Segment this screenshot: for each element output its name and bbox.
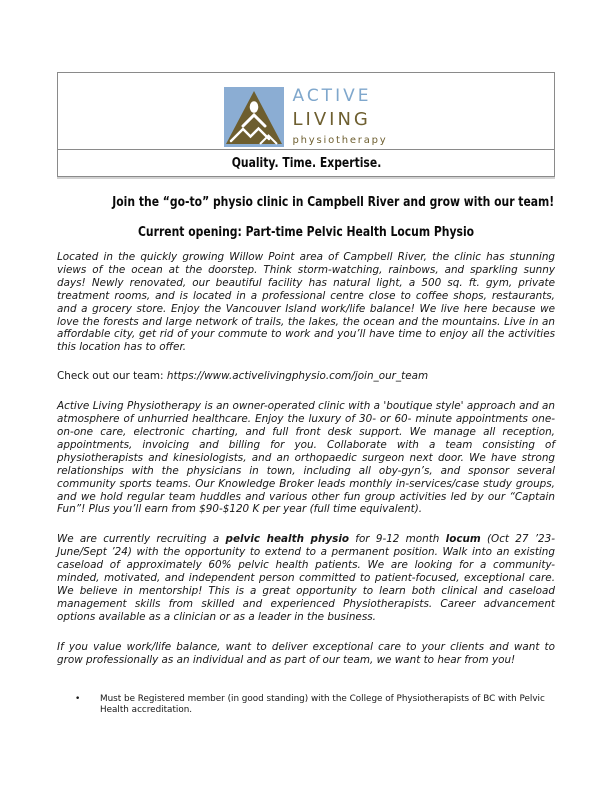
paragraph-recruiting: We are currently recruiting a pelvic health physio for 9-12 month locum (Oct 27 ’23-June/Sept ’24) with the opportunity to extend to a permanent position. Walk into an existing caseload of approximately 60% pelvic health patients. We are looking for a community-minded, motivated, and independent person committed to patient-focused, exceptional care. We believe in mentorship! This is a great opportunity to learn both clinical and caseload management skills from skilled and experienced Physiotherapists. Career advancement options available as a clinician or as a leader in the business. <box>57 533 555 623</box>
mountain-climber-logo-icon <box>224 87 284 147</box>
logo-wordmark <box>292 87 387 147</box>
logo-row <box>58 73 554 150</box>
paragraph-values: If you value work/life balance, want to deliver exceptional care to your clients and want to grow professionally as an individual and as part of our team, we want to hear from you! <box>57 640 555 666</box>
logo-word-active: ACTIVE <box>292 86 372 106</box>
paragraph-location: Located in the quickly growing Willow Point area of Campbell River, the clinic has stunning views of the ocean at the doorstep. Think storm-watching, rainbows, and sparkling sunny days! Newly renovated, our beautiful facility has natural light, a 500 sq. ft. gym, private treatment rooms, and is located in a professional centre close to coffee shops, restaurants, and a grocery store. Enjoy the Vancouver Island work/life balance! We live here because we love the forests and large network of trails, the lakes, the ocean and the mountains. Live in an affordable city, get rid of your commute to work and you’ll have time to enjoy all the activities this location has to offer. <box>57 251 555 354</box>
highlight-locum: locum <box>445 533 481 546</box>
tagline-row <box>58 150 554 176</box>
logo-header-box <box>57 72 555 177</box>
requirement-item: • Must be Registered member (in good standing) with the College of Physiotherapists of BC with Pelvic Health accreditation. <box>57 694 555 716</box>
requirements-list <box>57 694 555 716</box>
active-living-logo <box>224 87 387 147</box>
paragraph-clinic: Active Living Physiotherapy is an owner-operated clinic with a 'boutique style' approach and an atmosphere of unhurried healthcare. Enjoy the luxury of 30- or 60- minute appointments one-on-one care, electronic charting, and full front desk support. We manage all reception, appointments, invoicing and billing for you. Collaborate with a team consisting of physiotherapists and kinesiologists, and an orthopaedic surgeon next door. We have strong relationships with the physicians in town, including all oby-gyn’s, and sponsor several community sports teams. Our Knowledge Broker leads monthly in-services/case study groups, and we hold regular team huddles and various other fun group activities led by our “Captain Fun”! Plus you’ll earn from $90-$120 K per year (full time equivalent). <box>57 400 555 516</box>
check-team-label: Check out our team: <box>57 370 167 383</box>
logo-word-physiotherapy: physiotherapy <box>292 135 388 146</box>
tagline: Quality. Time. Expertise. <box>231 155 381 171</box>
team-url-link[interactable]: https://www.activelivingphysio.com/join_our_team <box>166 370 429 383</box>
current-opening-title: Current opening: Part-time Pelvic Health Locum Physio <box>137 224 475 240</box>
check-team-line <box>57 370 555 383</box>
highlight-pelvic-health-physio: pelvic health physio <box>225 533 350 546</box>
headline: Join the “go-to” physio clinic in Campbell River and grow with our team! <box>112 194 555 210</box>
logo-word-living: LIVING <box>292 109 371 130</box>
